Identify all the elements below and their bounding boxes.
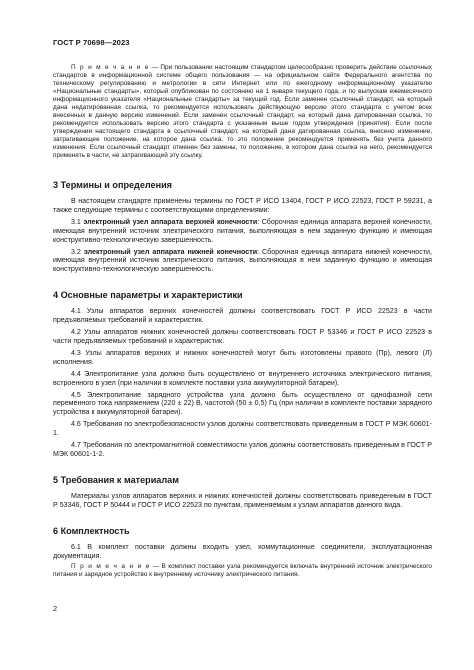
- term-3-2: [53, 248, 432, 275]
- term-definition: : Сборочная единица аппарата верхней конечности, имеющая внутренний источник электрического питания, выполняющая в нем заданную функцию и имеющая конструктивно-технологическую завершенность.: [53, 217, 432, 244]
- section-5-title: 5 Требования к материалам: [53, 474, 179, 485]
- clause-4-1: 4.1 Узлы аппаратов верхних конечностей должны соответствовать ГОСТ Р ИСО 22523 в части предъявляемых требований и характеристик.: [53, 307, 432, 325]
- section-3-title: 3 Термины и определения: [53, 180, 172, 190]
- section-4-title: 4 Основные параметры и характеристики: [53, 290, 243, 301]
- note-completeness: [53, 563, 432, 579]
- term-number: 3.1: [71, 217, 84, 226]
- page-content: [53, 64, 432, 579]
- section-5-text: Материалы узлов аппаратов верхних и нижних конечностей должны соответствовать приведенным в ГОСТ Р 53346, ГОСТ Р 50444 и ГОСТ Р ИСО 22523 по пунктам, применяемым к узлам аппаратов данного вида.: [53, 491, 432, 509]
- section-6-title: 6 Комплектность: [53, 525, 130, 536]
- note-label: П р и м е ч а н и е: [71, 64, 150, 71]
- clause-4-3: 4.3 Узлы аппаратов верхних и нижних конечностей могут быть изготовлены правого (Пр), левого (Л) исполнения.: [53, 348, 432, 366]
- term-3-1: [53, 218, 432, 245]
- note-references: [53, 64, 432, 160]
- note-text: — При пользовании настоящим стандартом целесообразно проверить действие ссылочных стандартов в информационной системе общего пользования — на официальном сайте Федерального агентства по техническому регулированию и метрологии в сети Интернет или по ежегодному информационному указателю «Национальные стандарты», который опубликован по состоянию на 1 января текущего года, и по выпускам ежемесячного информационного указателя «Национальные стандарты» за текущий год. Если заменен ссылочный стандарт, на который дана недатированная ссылка, то рекомендуется использовать действующую версию этого стандарта с учетом всех внесенных в данную версию изменений. Если заменен ссылочный стандарт, на который дана датированная ссылка, то рекомендуется использовать версию этого стандарта с указанным выше годом утверждения (принятия). Если после утверждения настоящего стандарта в ссылочный стандарт, на который дана датированная ссылка, внесено изменение, затрагивающее положение, на которое дана ссылка, то это положение рекомендуется применять без учета данного изменения. Если ссылочный стандарт отменен без замены, то положение, в котором дана ссылка на него, рекомендуется применять в части, не затрагивающей эту ссылку.: [53, 64, 432, 159]
- page-number: 2: [53, 604, 58, 613]
- term-name: электронный узел аппарата верхней конечности: [83, 217, 258, 226]
- term-name: электронный узел аппарата нижней конечности: [83, 247, 258, 256]
- term-number: 3.2: [71, 247, 84, 256]
- clause-4-5: 4.5 Электропитание зарядного устройства узла должно быть осуществлено от однофазной сети переменного тока напряжением (220 ± 22) В, частотой (50 ± 0,5) Гц (при наличии в комплекте поставки зарядного устройства к аккумуляторной батареи).: [53, 390, 432, 417]
- document-header: ГОСТ Р 70698—2023: [53, 38, 130, 47]
- note-text: — В комплект поставки узла рекомендуется включать внутренний источник электрического питания и зарядное устройство к внутреннему источнику электрического питания.: [53, 563, 432, 579]
- clause-4-6: 4.6 Требования по электробезопасности узлов должны соответствовать приведенным в ГОСТ Р МЭК 60601-1.: [53, 420, 432, 438]
- term-definition: : Сборочная единица аппарата нижней конечности, имеющая внутренний источник электрического питания, выполняющая в нем заданную функцию и имеющая конструктивно-технологическую завершенность.: [53, 247, 432, 274]
- clause-4-4: 4.4 Электропитание узла должно быть осуществлено от внутреннего источника электрического питания, встроенного в узел (при наличии в комплекте поставки узла аккумуляторной батареи).: [53, 369, 432, 387]
- clause-4-7: 4.7 Требования по электромагнитной совместимости узлов должны соответствовать приведенным в ГОСТ Р МЭК 60601-1-2.: [53, 441, 432, 458]
- section-3-intro: В настоящем стандарте применены термины по ГОСТ Р ИСО 13404, ГОСТ Р ИСО 22523, ГОСТ Р 59231, а также следующие термины с соответствующими определениями:: [53, 197, 432, 214]
- clause-4-2: 4.2 Узлы аппаратов нижних конечностей должны соответствовать ГОСТ Р 53346 и ГОСТ Р ИСО 22523 в части предъявляемых требований и характеристик.: [53, 328, 432, 345]
- clause-6-1: 6.1 В комплект поставки должны входить узел, коммутационные соединители, эксплуатационная документация.: [53, 542, 432, 560]
- note-label: П р и м е ч а н и е: [71, 563, 151, 571]
